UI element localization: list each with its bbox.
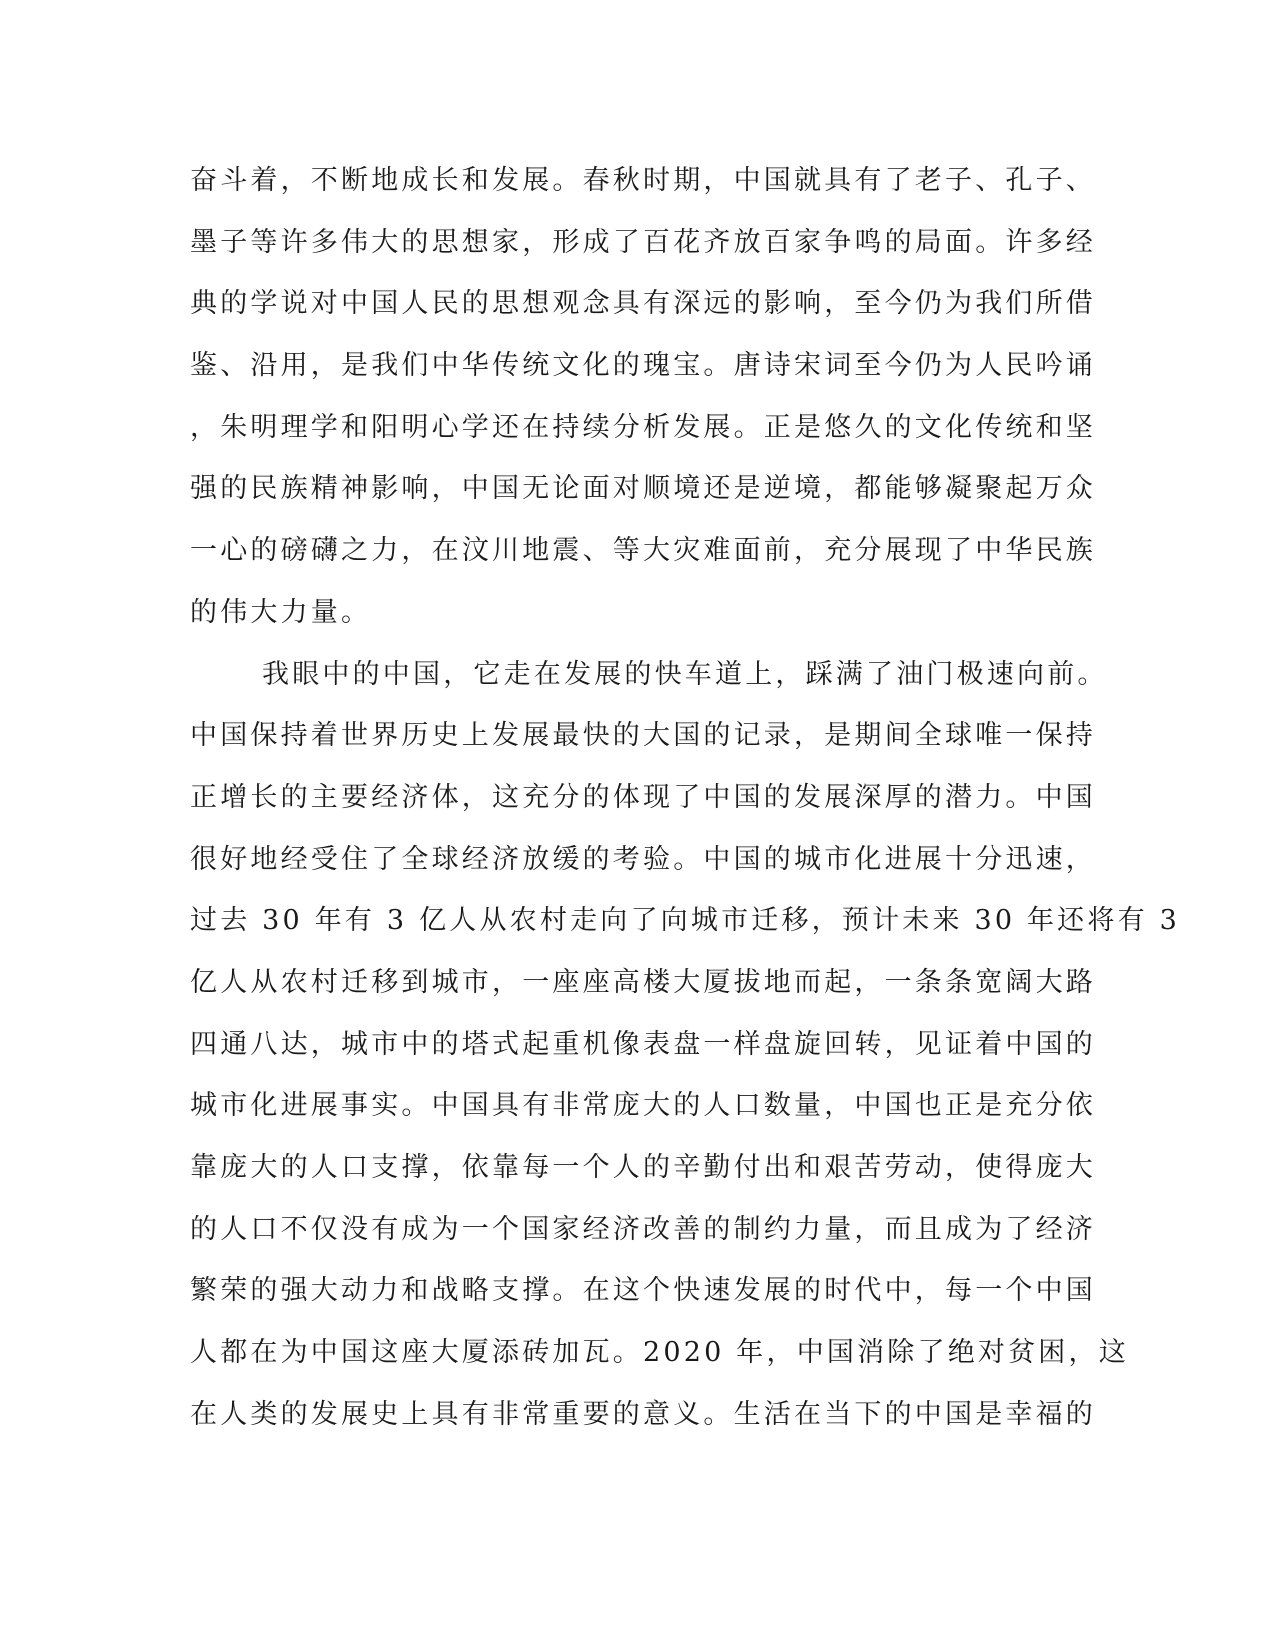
text-line: 亿人从农村迁移到城市，一座座高楼大厦拔地而起，一条条宽阔大路 — [190, 966, 1096, 998]
text-line: 很好地经受住了全球经济放缓的考验。中国的城市化进展十分迅速， — [190, 843, 1096, 875]
text-line: 中国保持着世界历史上发展最快的大国的记录，是期间全球唯一保持 — [190, 720, 1096, 752]
text-line: 典的学说对中国人民的思想观念具有深远的影响，至今仍为我们所借 — [190, 288, 1096, 320]
text-line: 正增长的主要经济体，这充分的体现了中国的发展深厚的潜力。中国 — [190, 781, 1096, 813]
paragraph-2 — [190, 644, 1180, 1446]
text-line: 过去 30 年有 3 亿人从农村走向了向城市迁移，预计未来 30 年还将有 3 — [190, 905, 1180, 937]
text-line: 墨子等许多伟大的思想家，形成了百花齐放百家争鸣的局面。许多经 — [190, 226, 1096, 258]
text-line: 靠庞大的人口支撑，依靠每一个人的辛勤付出和艰苦劳动，使得庞大 — [190, 1152, 1096, 1183]
text-line: 一心的磅礴之力，在汶川地震、等大灾难面前，充分展现了中华民族 — [190, 535, 1096, 567]
text-line: 鉴、沿用，是我们中华传统文化的瑰宝。唐诗宋词至今仍为人民吟诵 — [190, 350, 1096, 382]
document-body — [190, 150, 1180, 1445]
text-line: 的人口不仅没有成为一个国家经济改善的制约力量，而且成为了经济 — [190, 1213, 1096, 1245]
text-line: 城市化进展事实。中国具有非常庞大的人口数量，中国也正是充分依 — [190, 1090, 1096, 1122]
text-line: 奋斗着，不断地成长和发展。春秋时期，中国就具有了老子、孔子、 — [190, 165, 1096, 196]
text-line: 四通八达，城市中的塔式起重机像表盘一样盘旋回转，见证着中国的 — [190, 1028, 1096, 1060]
text-line: 在人类的发展史上具有非常重要的意义。生活在当下的中国是幸福的 — [190, 1398, 1096, 1430]
text-line: ，朱明理学和阳明心学还在持续分析发展。正是悠久的文化传统和坚 — [190, 411, 1096, 443]
text-line: 的伟大力量。 — [190, 596, 372, 628]
text-line-indented: 我眼中的中国，它走在发展的快车道上，踩满了油门极速向前。 — [262, 658, 1108, 690]
text-line: 强的民族精神影响，中国无论面对顺境还是逆境，都能够凝聚起万众 — [190, 473, 1096, 505]
paragraph-1 — [190, 150, 1096, 644]
text-line: 繁荣的强大动力和战略支撑。在这个快速发展的时代中，每一个中国 — [190, 1275, 1096, 1307]
text-line: 人都在为中国这座大厦添砖加瓦。2020 年，中国消除了绝对贫困，这 — [190, 1337, 1129, 1369]
